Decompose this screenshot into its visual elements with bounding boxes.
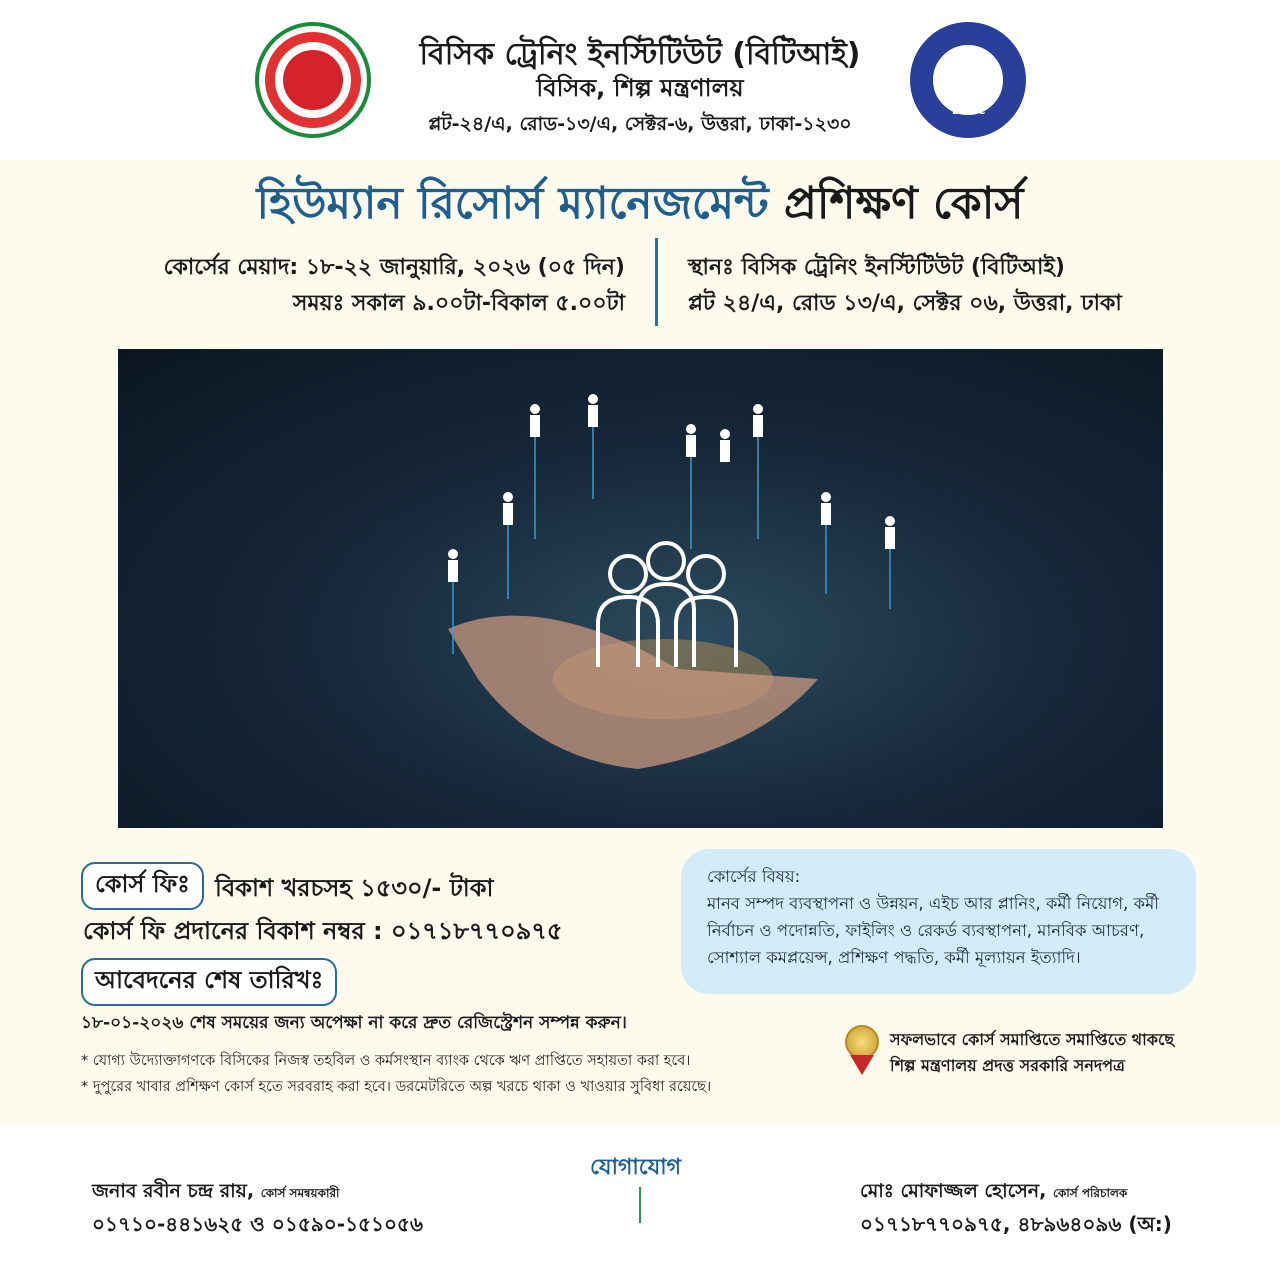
director-phone: ০১৭১৮৭৭০৯৭৫, ৪৮৯৬৪০৯৬ (অ:) [860, 1212, 1172, 1236]
course-topics-box [681, 849, 1196, 994]
course-time: সময়ঃ সকাল ৯.০০টা-বিকাল ৫.০০টা [292, 291, 625, 316]
bscic-logo: BSCIC [910, 22, 1026, 138]
org-address: প্লট-২৪/এ, রোড-১৩/এ, সেক্টর-৬, উত্তরা, ঢাকা-১২৩০ [428, 113, 852, 135]
contact-footer [0, 1125, 1280, 1279]
people-network-icon [118, 349, 1163, 828]
contact-divider [639, 1187, 641, 1223]
note-food: * দুপুরের খাবার প্রশিক্ষণ কোর্স হতে সরবরাহ করা হবে। ডরমেটরিতে অল্প খরচে থাকা ও খাওয়ার সুবিধা রয়েছে। [81, 1079, 712, 1095]
contact-heading: যোগাযোগ [590, 1155, 682, 1180]
course-title: হিউম্যান রিসোর্স ম্যানেজমেন্ট প্রশিক্ষণ কোর্স [256, 178, 1024, 229]
medal-icon [845, 1025, 879, 1059]
venue-line1: স্থানঃ বিসিক ট্রেনিং ইনস্টিটিউট (বিটিআই) [688, 255, 1065, 280]
topics-body: মানব সম্পদ ব্যবস্থাপনা ও উন্নয়ন, এইচ আর প্লানিং, কর্মী নিয়োগ, কর্মী নির্বাচন ও পদোন্নতি, ফাইলিং ও রেকর্ড ব্যবস্থাপনা, মানবিক আচরণ, সোশ্যাল কমপ্লয়েন্স, প্রশিক্ষণ পদ্ধতি, কর্মী মূল্যায়ন ইত্যাদি। [707, 894, 1159, 967]
deadline-label: আবেদনের শেষ তারিখঃ [81, 958, 337, 1006]
coordinator-phone: ০১৭১০-৪৪১৬২৫ ও ০১৫৯০-১৫১০৫৬ [92, 1212, 423, 1236]
certificate-line2: শিল্প মন্ত্রণালয় প্রদত্ত সরকারি সনদপত্র [890, 1056, 1125, 1075]
bkash-number: কোর্স ফি প্রদানের বিকাশ নম্বর : ০১৭১৮৭৭০৯৭৫ [83, 917, 563, 945]
venue-line2: প্লট ২৪/এ, রোড ১৩/এ, সেক্টর ০৬, উত্তরা, ঢাকা [688, 291, 1122, 316]
fee-value: বিকাশ খরচসহ ১৫৩০/- টাকা [215, 874, 494, 902]
note-loan: * যোগ্য উদ্যোক্তাগণকে বিসিকের নিজস্ব তহবিল ও কর্মসংস্থান ব্যাংক থেকে ঋণ প্রাপ্তিতে সহায়তা করা হবে। [81, 1053, 691, 1069]
certificate-line1: সফলভাবে কোর্স সমাপ্তিতে সমাপ্তিতে থাকছে [890, 1030, 1175, 1049]
org-name: বিসিক ট্রেনিং ইনস্টিটিউট (বিটিআই) [419, 37, 861, 72]
ministry-name: বিসিক, শিল্প মন্ত্রণালয় [536, 74, 744, 102]
deadline-text: ১৮-০১-২০২৬ শেষ সময়ের জন্য অপেক্ষা না করে দ্রুত রেজিস্ট্রেশন সম্পন্ন করুন। [81, 1013, 627, 1033]
fee-label: কোর্স ফিঃ [81, 862, 204, 910]
ribbon-icon [850, 1055, 874, 1075]
topics-heading: কোর্সের বিষয়: [707, 867, 801, 886]
header [0, 0, 1280, 160]
director-name: মোঃ মোফাজ্জল হোসেন, কোর্স পরিচালক [860, 1180, 1128, 1202]
course-duration: কোর্সের মেয়াদ: ১৮-২২ জানুয়ারি, ২০২৬ (০৫ দিন) [163, 255, 625, 280]
divider [655, 238, 658, 326]
hr-hero-image [118, 349, 1163, 828]
coordinator-name: জনাব রবীন চন্দ্র রায়, কোর্স সমন্বয়কারী [92, 1180, 340, 1202]
